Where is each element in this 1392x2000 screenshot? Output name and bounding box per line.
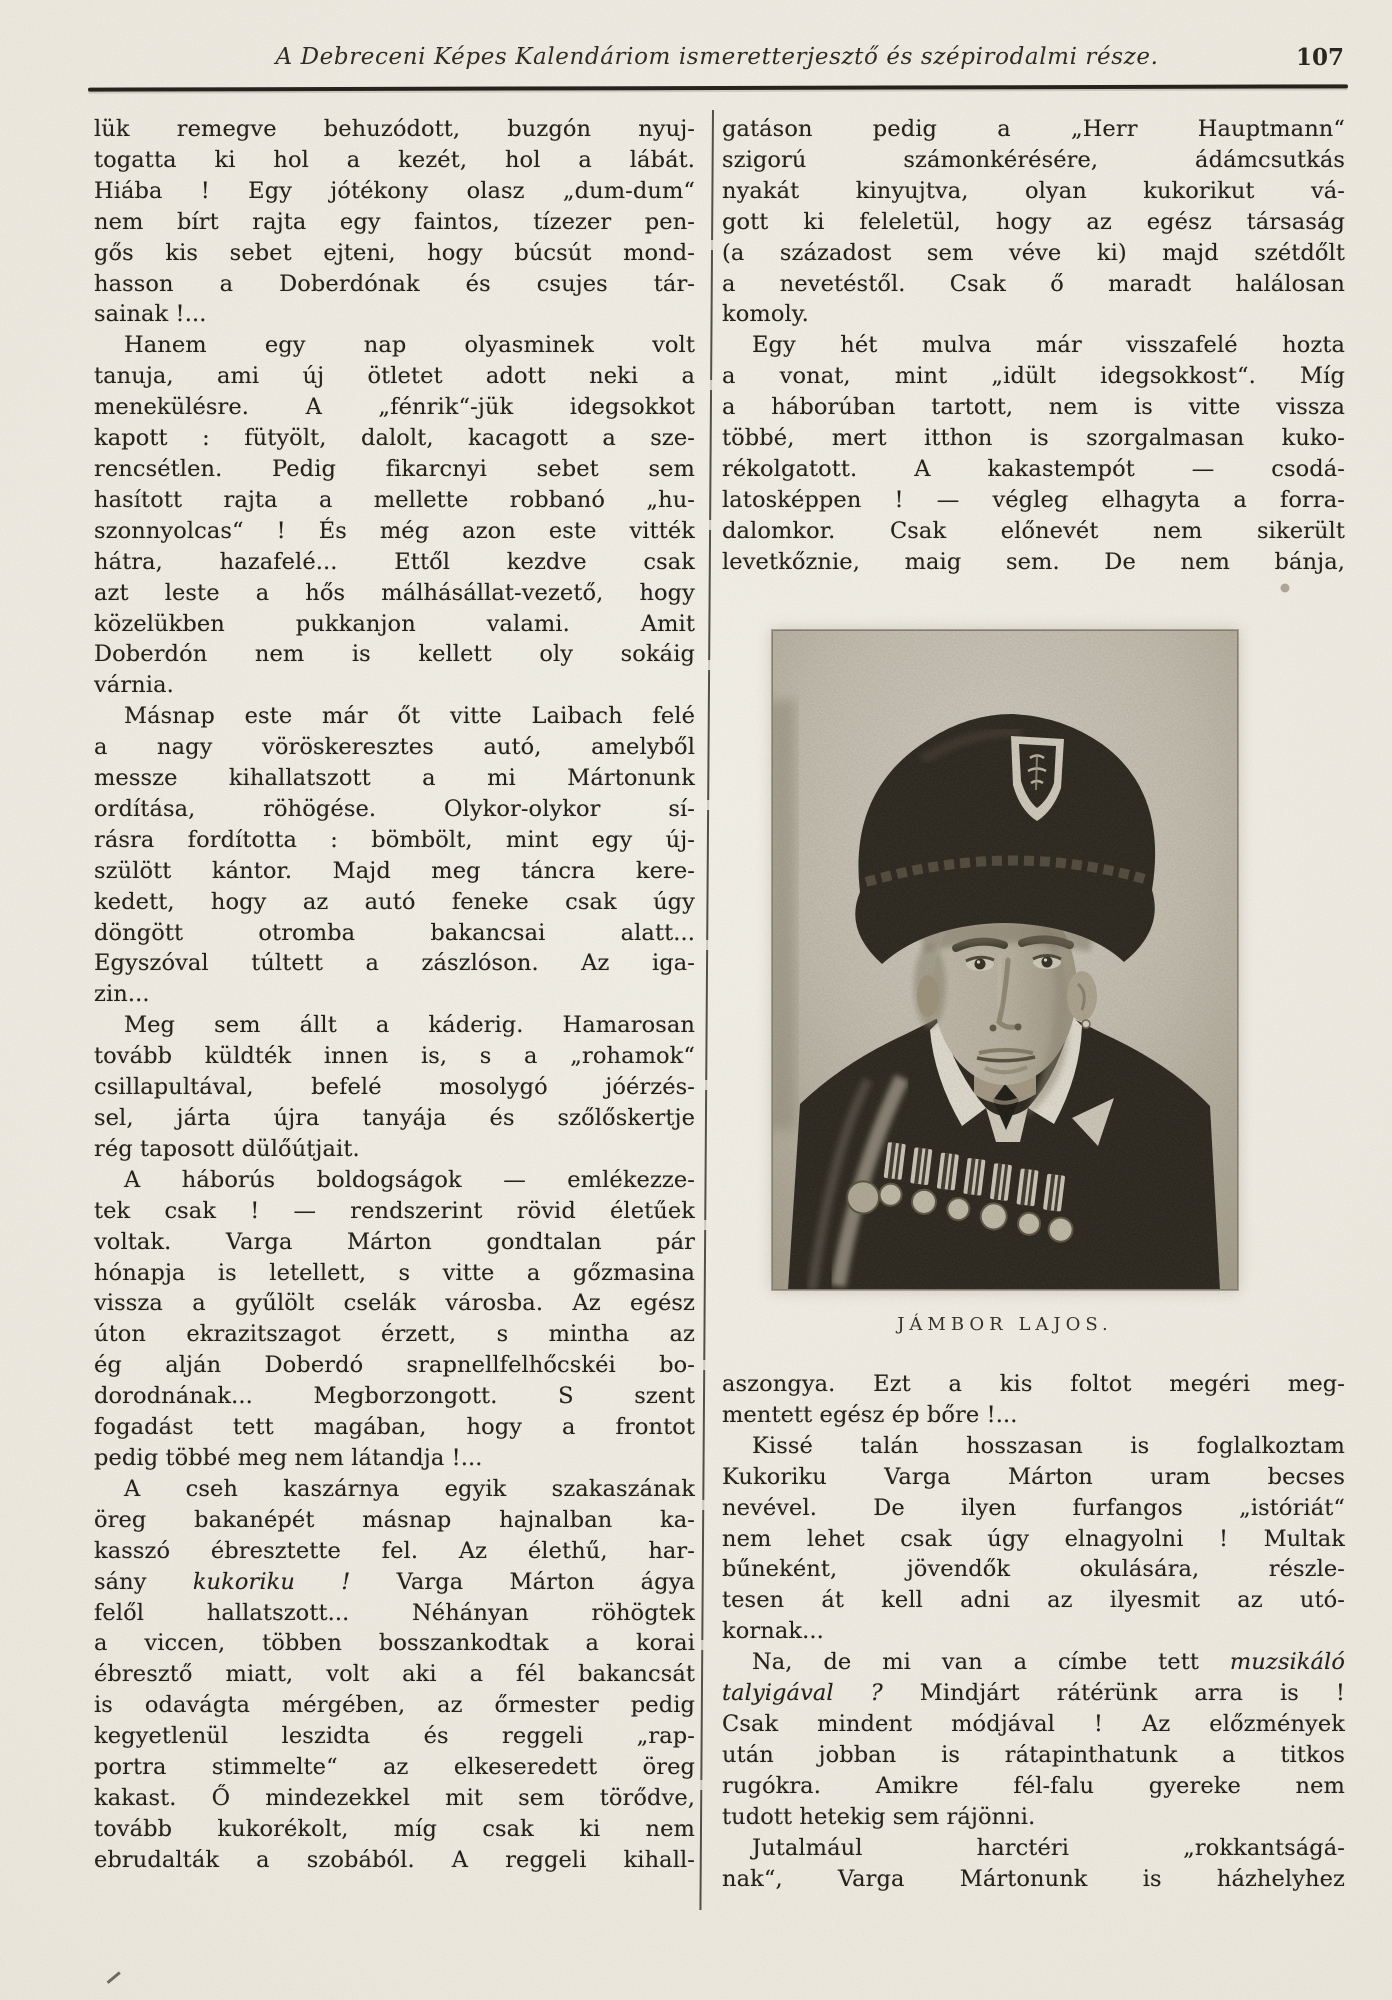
text-line: hónapja is letellett, s vitte a gőzmasina: [94, 1259, 695, 1286]
text-line: azt leste a hős málhásállat-vezető, hogy: [94, 579, 695, 606]
left-column: [94, 114, 695, 1876]
text-line: nyakát kinyujtva, olyan kukorikut vá-: [722, 177, 1345, 204]
portrait-photo: [772, 630, 1238, 1290]
text-line: levetkőznie, maig sem. De nem bánja,: [722, 548, 1345, 575]
text-line: a viccen, többen bosszankodtak a korai: [94, 1630, 695, 1657]
photo-caption: JÁMBOR LAJOS.: [897, 1314, 1113, 1335]
text-line: kegyetlenül leszidta és reggeli „rap-: [94, 1723, 695, 1750]
text-line: Doberdón nem is kellett oly sokáig: [94, 641, 695, 668]
text-line: bűneként, jövendők okulására, részle-: [722, 1556, 1345, 1583]
text-line: várnia.: [94, 672, 174, 699]
text-line: lük remegve behuzódott, buzgón nyuj-: [94, 116, 695, 142]
text-line: sainak !...: [94, 301, 207, 328]
text-line: kornak...: [722, 1618, 824, 1645]
text-line: Egyszóval túltett a zászlóson. Az iga-: [94, 950, 695, 977]
text-line: komoly.: [722, 301, 809, 328]
paper-speck: [1281, 584, 1290, 593]
text-line: Csak mindent módjával ! Az előzmények: [722, 1710, 1345, 1737]
text-line: messze kihallatszott a mi Mártonunk: [94, 765, 695, 792]
text-line: szonnyolcas“ ! És még azon este vitték: [94, 517, 695, 544]
portrait-photo-image: [772, 630, 1238, 1290]
text-line: Hiába ! Egy jótékony olasz „dum-dum“: [94, 177, 695, 204]
page-number: 107: [1295, 44, 1344, 71]
text-line: kasszó ébresztette fel. Az élethű, har-: [94, 1537, 695, 1564]
text-line: rencsétlen. Pedig fikarcnyi sebet sem: [94, 455, 695, 482]
text-line: a háborúban tartott, nem is vitte vissza: [722, 394, 1345, 421]
text-line: is odavágta mérgében, az őrmester pedig: [94, 1692, 695, 1719]
text-line: rékolgatott. A kakastempót — csodá-: [722, 455, 1345, 482]
text-line: ebrudalták a szobából. A reggeli kihall-: [94, 1846, 695, 1873]
text-line: dorodnának... Megborzongott. S szent: [94, 1383, 695, 1410]
text-line: szigorú számonkérésére, ádámcsutkás: [722, 146, 1345, 173]
text-line: portra stimmelte“ az elkeseredett öreg: [94, 1754, 695, 1781]
text-line: hátra, hazafelé... Ettől kezdve csak: [94, 548, 695, 575]
text-line: fogadást tett magában, hogy a frontot: [94, 1414, 695, 1441]
text-line: Kissé talán hosszasan is foglalkoztam: [752, 1432, 1345, 1459]
text-line: tek csak ! — rendszerint rövid életűek: [94, 1197, 695, 1224]
text-line: vissza a gyűlölt cselák városba. Az egész: [94, 1290, 695, 1317]
text-line: ébresztő miatt, volt aki a fél bakancsát: [94, 1661, 695, 1688]
text-line: után jobban is rátapinthatunk a titkos: [722, 1741, 1345, 1768]
text-line: nevével. De ilyen furfangos „istóriát“: [722, 1494, 1345, 1521]
text-line: hasson a Doberdónak és csujes tár-: [94, 270, 695, 297]
text-line: talyigával ? Mindjárt rátérünk arra is !: [722, 1680, 1345, 1707]
text-line: hasított rajta a mellette robbanó „hu-: [94, 486, 695, 513]
text-line: ordítása, röhögése. Olykor-olykor sí-: [94, 795, 695, 822]
text-line: kapott : fütyölt, dalolt, kacagott a sze-: [94, 425, 695, 452]
text-line: (a századost sem véve ki) majd szétdőlt: [722, 239, 1345, 266]
text-line: mentett egész ép bőre !...: [722, 1401, 1018, 1428]
text-line: felől hallatszott... Néhányan röhögtek: [94, 1599, 695, 1626]
ink-mark: [107, 1971, 121, 1984]
text-line: rásra fordította : bömbölt, mint egy új-: [94, 826, 695, 853]
text-line: nak“, Varga Mártonunk is házhelyhez: [722, 1865, 1345, 1892]
running-header: [88, 44, 1346, 82]
header-title: A Debreceni Képes Kalendáriom ismeretterjesztő és szépirodalmi része.: [275, 44, 1159, 70]
text-line: A cseh kaszárnya egyik szakaszának: [124, 1475, 695, 1502]
text-line: kedett, hogy az autó feneke csak úgy: [94, 888, 695, 915]
text-line: tudott hetekig sem rájönni.: [722, 1803, 1036, 1830]
text-line: Meg sem állt a káderig. Hamarosan: [124, 1012, 695, 1039]
text-line: Kukoriku Varga Márton uram becses: [722, 1463, 1345, 1490]
text-line: a vonat, mint „idült idegsokkost“. Míg: [722, 363, 1345, 390]
text-line: a nevetéstől. Csak ő maradt halálosan: [722, 270, 1345, 297]
text-line: ég alján Doberdó srapnellfelhőcskéi bo-: [94, 1352, 695, 1379]
text-line: latosképpen ! — végleg elhagyta a forra-: [722, 486, 1345, 513]
text-line: közelükben pukkanjon valami. Amit: [94, 610, 695, 637]
text-line: úton ekrazitszagot érzett, s mintha az: [94, 1321, 695, 1348]
text-line: pedig többé meg nem látandja !...: [94, 1444, 483, 1471]
text-line: sány kukoriku ! Varga Márton ágya: [94, 1568, 695, 1595]
text-line: nem lehet csak úgy elnagyolni ! Multak: [722, 1525, 1345, 1552]
column-divider: [699, 110, 714, 1910]
text-line: sel, járta újra tanyája és szőlőskertje: [94, 1105, 695, 1131]
text-line: tovább kukorékolt, míg csak ki nem: [94, 1815, 695, 1842]
text-line: tesen át kell adni az ilyesmit az utó-: [722, 1587, 1345, 1614]
text-line: többé, mert itthon is szorgalmasan kuko-: [722, 425, 1345, 452]
text-line: rugókra. Amikre fél-falu gyereke nem: [722, 1772, 1345, 1799]
text-line: Egy hét mulva már visszafelé hozta: [752, 332, 1345, 359]
text-line: dalomkor. Csak előnevét nem sikerült: [722, 517, 1345, 544]
text-line: nem bírt rajta egy faintos, tízezer pen-: [94, 208, 695, 235]
text-line: Jutalmául harctéri „rokkantságá-: [752, 1834, 1345, 1861]
right-column-lower: [722, 1369, 1345, 1894]
text-line: öreg bakanépét másnap hajnalban ka-: [94, 1506, 695, 1533]
text-line: voltak. Varga Márton gondtalan pár: [94, 1228, 695, 1255]
text-line: kakast. Ő mindezekkel mit sem törődve,: [94, 1784, 695, 1811]
text-line: gott ki feleletül, hogy az egész társaság: [722, 208, 1345, 235]
text-line: tanuja, ami új ötletet adott neki a: [94, 363, 695, 390]
text-line: togatta ki hol a kezét, hol a lábát.: [94, 146, 695, 173]
text-line: a nagy vöröskeresztes autó, amelyből: [94, 734, 695, 761]
text-line: szülött kántor. Majd meg táncra kere-: [94, 857, 695, 884]
text-line: Hanem egy nap olyasminek volt: [124, 332, 695, 359]
text-line: zin...: [94, 981, 150, 1008]
text-line: Na, de mi van a címbe tett muzsikáló: [752, 1649, 1345, 1676]
text-line: tovább küldték innen is, s a „rohamok“: [94, 1043, 695, 1070]
header-rule: [88, 84, 1348, 91]
text-line: menekülésre. A „fénrik“-jük idegsokkot: [94, 394, 695, 421]
text-line: rég taposott dülőútjait.: [94, 1135, 360, 1162]
text-line: aszongya. Ezt a kis foltot megéri meg-: [722, 1371, 1345, 1397]
text-line: gős kis sebet ejteni, hogy búcsút mond-: [94, 239, 695, 266]
right-column-upper: [722, 114, 1345, 578]
photo-grain: [772, 630, 1238, 1290]
text-line: csillapultával, befelé mosolygó jóérzés-: [94, 1074, 695, 1101]
text-line: gatáson pedig a „Herr Hauptmann“: [722, 116, 1345, 142]
text-line: döngött otromba bakancsai alatt...: [94, 919, 695, 946]
text-line: Másnap este már őt vitte Laibach felé: [124, 703, 695, 730]
text-line: A háborús boldogságok — emlékezze-: [124, 1166, 695, 1193]
